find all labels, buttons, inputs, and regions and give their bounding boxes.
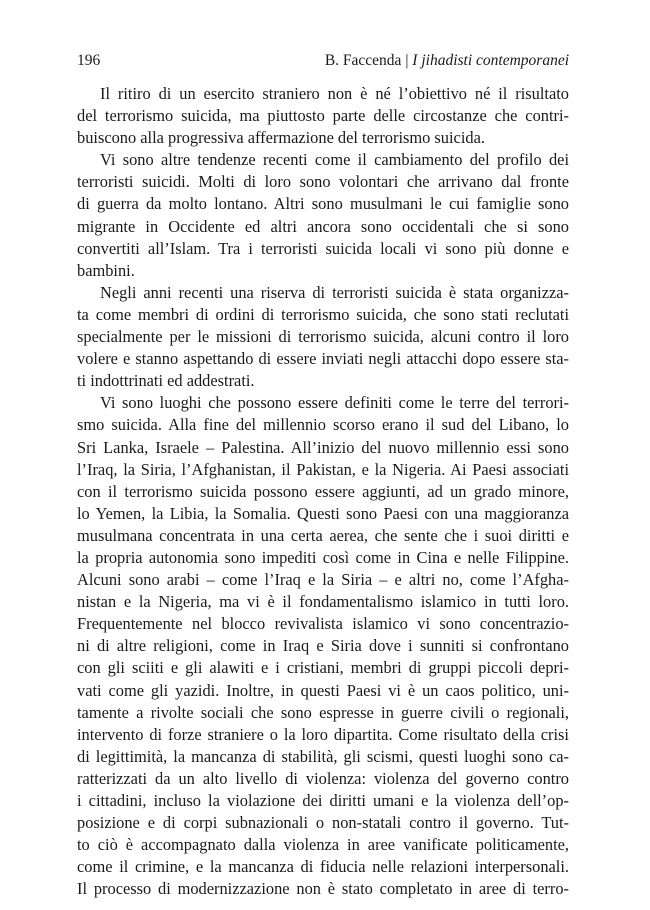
text-line: di guerra da molto lontano. Altri sono musulmani le cui famiglie sono (77, 194, 569, 214)
text-line: posizione e di corpi subnazionali o non-statali contro il governo. Tut- (77, 813, 569, 833)
text-line: nistan e la Nigeria, ma vi è il fondamentalismo islamico in tutti loro. (77, 592, 569, 612)
text-line: Vi sono altre tendenze recenti come il cambiamento del profilo dei (100, 150, 569, 170)
text-line: bambini. (77, 260, 135, 280)
running-head-author: B. Faccenda (324, 52, 402, 69)
paragraph (77, 149, 569, 282)
running-head-book-title: I jihadisti contemporanei (412, 52, 569, 69)
text-line: i cittadini, incluso la violazione dei diritti umani e la violenza dell’op- (77, 791, 569, 810)
text-line: ti indottrinati ed addestrati. (77, 371, 255, 391)
page-number: 196 (77, 52, 101, 69)
text-line: Negli anni recenti una riserva di terroristi suicida è stata organizza- (100, 282, 569, 302)
text-line: Alcuni sono arabi – come l’Iraq e la Siria – e altri no, come l’Afgha- (77, 570, 569, 590)
text-line: Frequentemente nel blocco revivalista islamico vi sono concentrazio- (77, 614, 569, 634)
text-line: ta come membri di ordini di terrorismo suicida, che sono stati reclutati (77, 304, 569, 324)
paragraph (77, 392, 569, 900)
text-line: specialmente per le missioni di terrorismo suicida, alcuni contro il loro (77, 327, 569, 347)
text-line: del terrorismo suicida, ma piuttosto parte delle circostanze che contri- (77, 106, 569, 126)
text-line: la propria autonomia sono impediti così come in Cina e nelle Filippine. (77, 547, 569, 567)
text-line: Il processo di modernizzazione non è stato completato in aree di terro- (77, 879, 569, 899)
text-line: con gli sciiti e gli alawiti e i cristiani, membri di gruppi piccoli depri- (77, 658, 569, 678)
text-line: come il crimine, e la mancanza di fiducia nelle relazioni interpersonali. (77, 857, 569, 877)
text-line: Sri Lanka, Israele – Palestina. All’inizio del nuovo millennio essi sono (77, 437, 569, 457)
text-line: lo Yemen, la Libia, la Somalia. Questi sono Paesi con una maggioranza (77, 503, 569, 523)
text-line: tamente a rivolte sociali che sono espresse in guerre civili o regionali, (77, 702, 569, 722)
text-line: ratterizzati da un alto livello di violenza: violenza del governo contro (77, 768, 569, 788)
book-page (77, 50, 569, 900)
text-line: convertiti all’Islam. Tra i terroristi suicida locali vi sono più donne e (77, 238, 569, 258)
text-line: ni di altre religioni, come in Iraq e Siria dove i sunniti si confrontano (77, 636, 569, 656)
text-line: musulmana concentrata in una certa aerea, che sente che i suoi diritti e (77, 525, 569, 545)
running-head-separator: | (401, 52, 413, 69)
text-line: Vi sono luoghi che possono essere definiti come le terre del terrori- (100, 393, 569, 413)
text-line: di legittimità, la mancanza di stabilità, gli scismi, questi luoghi sono ca- (77, 746, 569, 766)
text-line: Il ritiro di un esercito straniero non è né l’obiettivo né il risultato (100, 84, 569, 103)
paragraph (77, 282, 569, 392)
page-header (77, 50, 569, 72)
running-head (325, 50, 569, 72)
text-line: buiscono alla progressiva affermazione del terrorismo suicida. (77, 128, 485, 148)
text-line: l’Iraq, la Siria, l’Afghanistan, il Pakistan, e la Nigeria. Ai Paesi associati (77, 459, 569, 479)
text-line: intervento di forze straniere o la loro dipartita. Come risultato della crisi (77, 724, 569, 744)
text-line: terroristi suicidi. Molti di loro sono volontari che arrivano dal fronte (77, 172, 569, 192)
paragraph (77, 83, 569, 149)
text-line: smo suicida. Alla fine del millennio scorso erano il sud del Libano, lo (77, 415, 569, 435)
text-line: con il terrorismo suicida possono essere aggiunti, ad un grado minore, (77, 481, 569, 501)
body-text (77, 83, 569, 900)
text-line: volere e stanno aspettando di essere inviati negli attacchi dopo essere sta- (77, 349, 569, 369)
text-line: vati come gli yazidi. Inoltre, in questi Paesi vi è un caos politico, uni- (77, 680, 569, 700)
text-line: to ciò è accompagnato dalla violenza in aree vanificate politicamente, (77, 835, 569, 855)
text-line: migrante in Occidente ed altri ancora sono occidentali che si sono (77, 216, 569, 236)
